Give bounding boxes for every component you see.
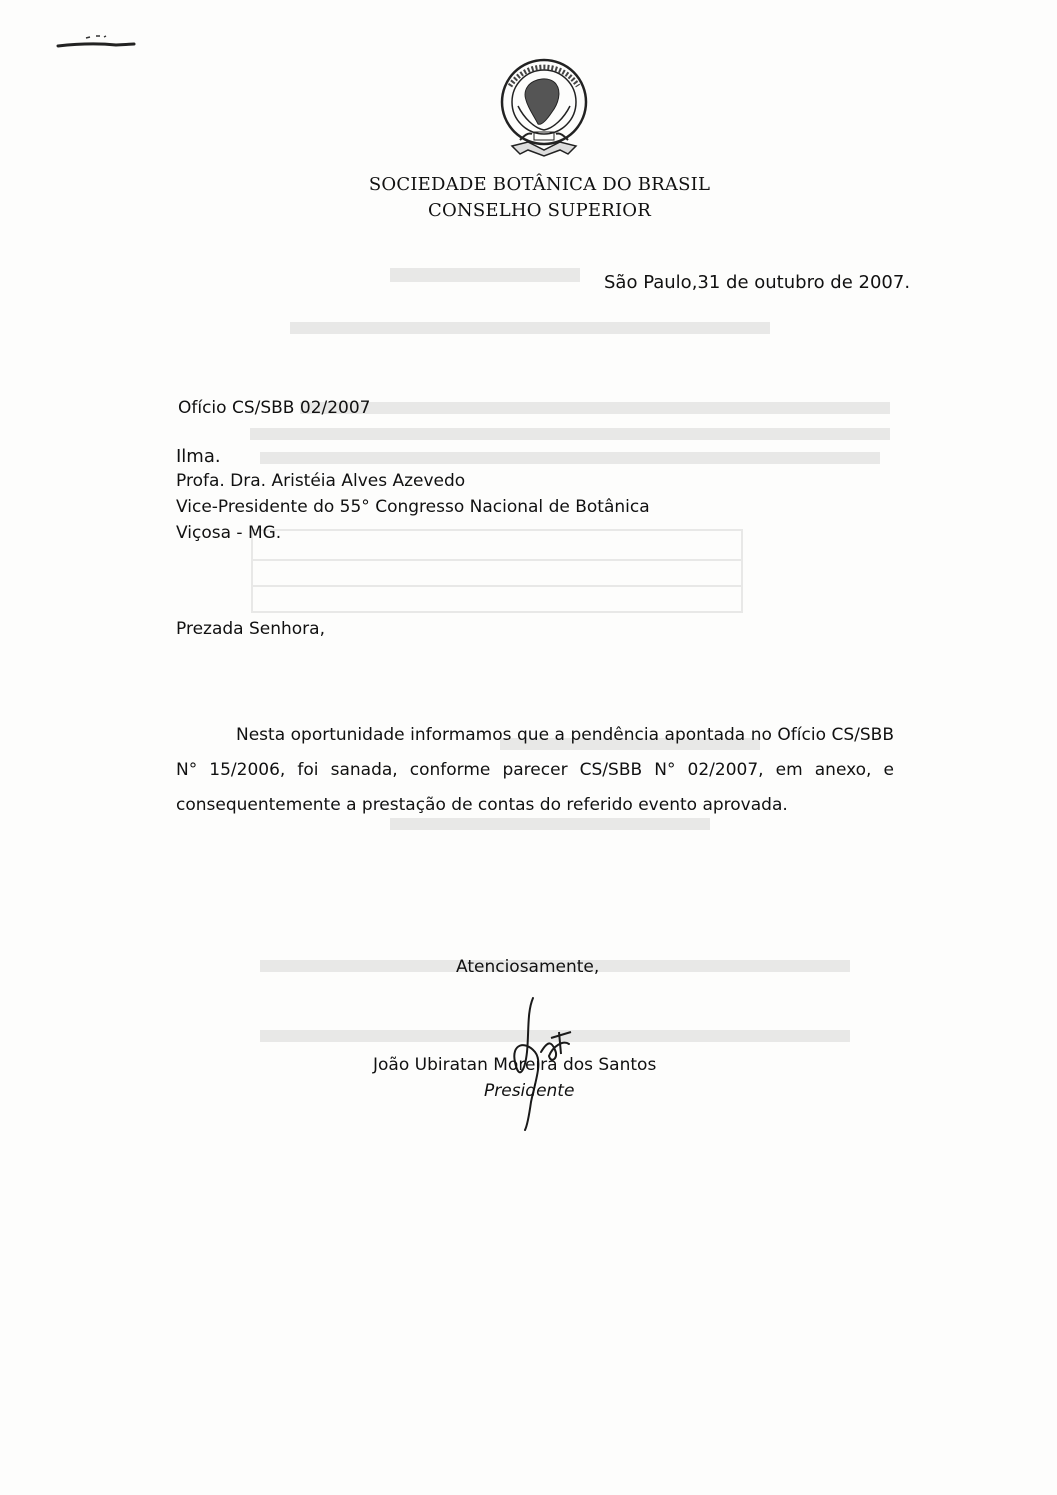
organization-name: SOCIEDADE BOTÂNICA DO BRASIL <box>368 174 711 195</box>
recipient-city: Viçosa - MG. <box>176 523 282 543</box>
letter-reference: Ofício CS/SBB 02/2007 <box>178 398 371 418</box>
letter-body: Nesta oportunidade informamos que a pendência apontada no Ofício CS/SBB N° 15/2006, foi sanada, conforme parecer CS/SBB N° 02/2007, em anexo, e consequentemente a prestação de contas do referido evento aprovada. <box>176 725 894 815</box>
recipient-role: Vice-Presidente do 55° Congresso Nacional de Botânica <box>176 497 650 517</box>
signer-title: Presidente <box>484 1081 575 1101</box>
signer-name: João Ubiratan Moreira dos Santos <box>373 1055 657 1075</box>
recipient-name: Profa. Dra. Aristéia Alves Azevedo <box>176 471 466 491</box>
sbb-seal-icon <box>498 56 590 160</box>
date-line: São Paulo,31 de outubro de 2007. <box>604 272 911 293</box>
closing: Atenciosamente, <box>456 957 600 977</box>
council-name: CONSELHO SUPERIOR <box>427 200 651 221</box>
honorific: Ilma. <box>176 446 221 467</box>
greeting: Prezada Senhora, <box>176 619 325 639</box>
corner-handwritten-mark <box>56 30 138 60</box>
